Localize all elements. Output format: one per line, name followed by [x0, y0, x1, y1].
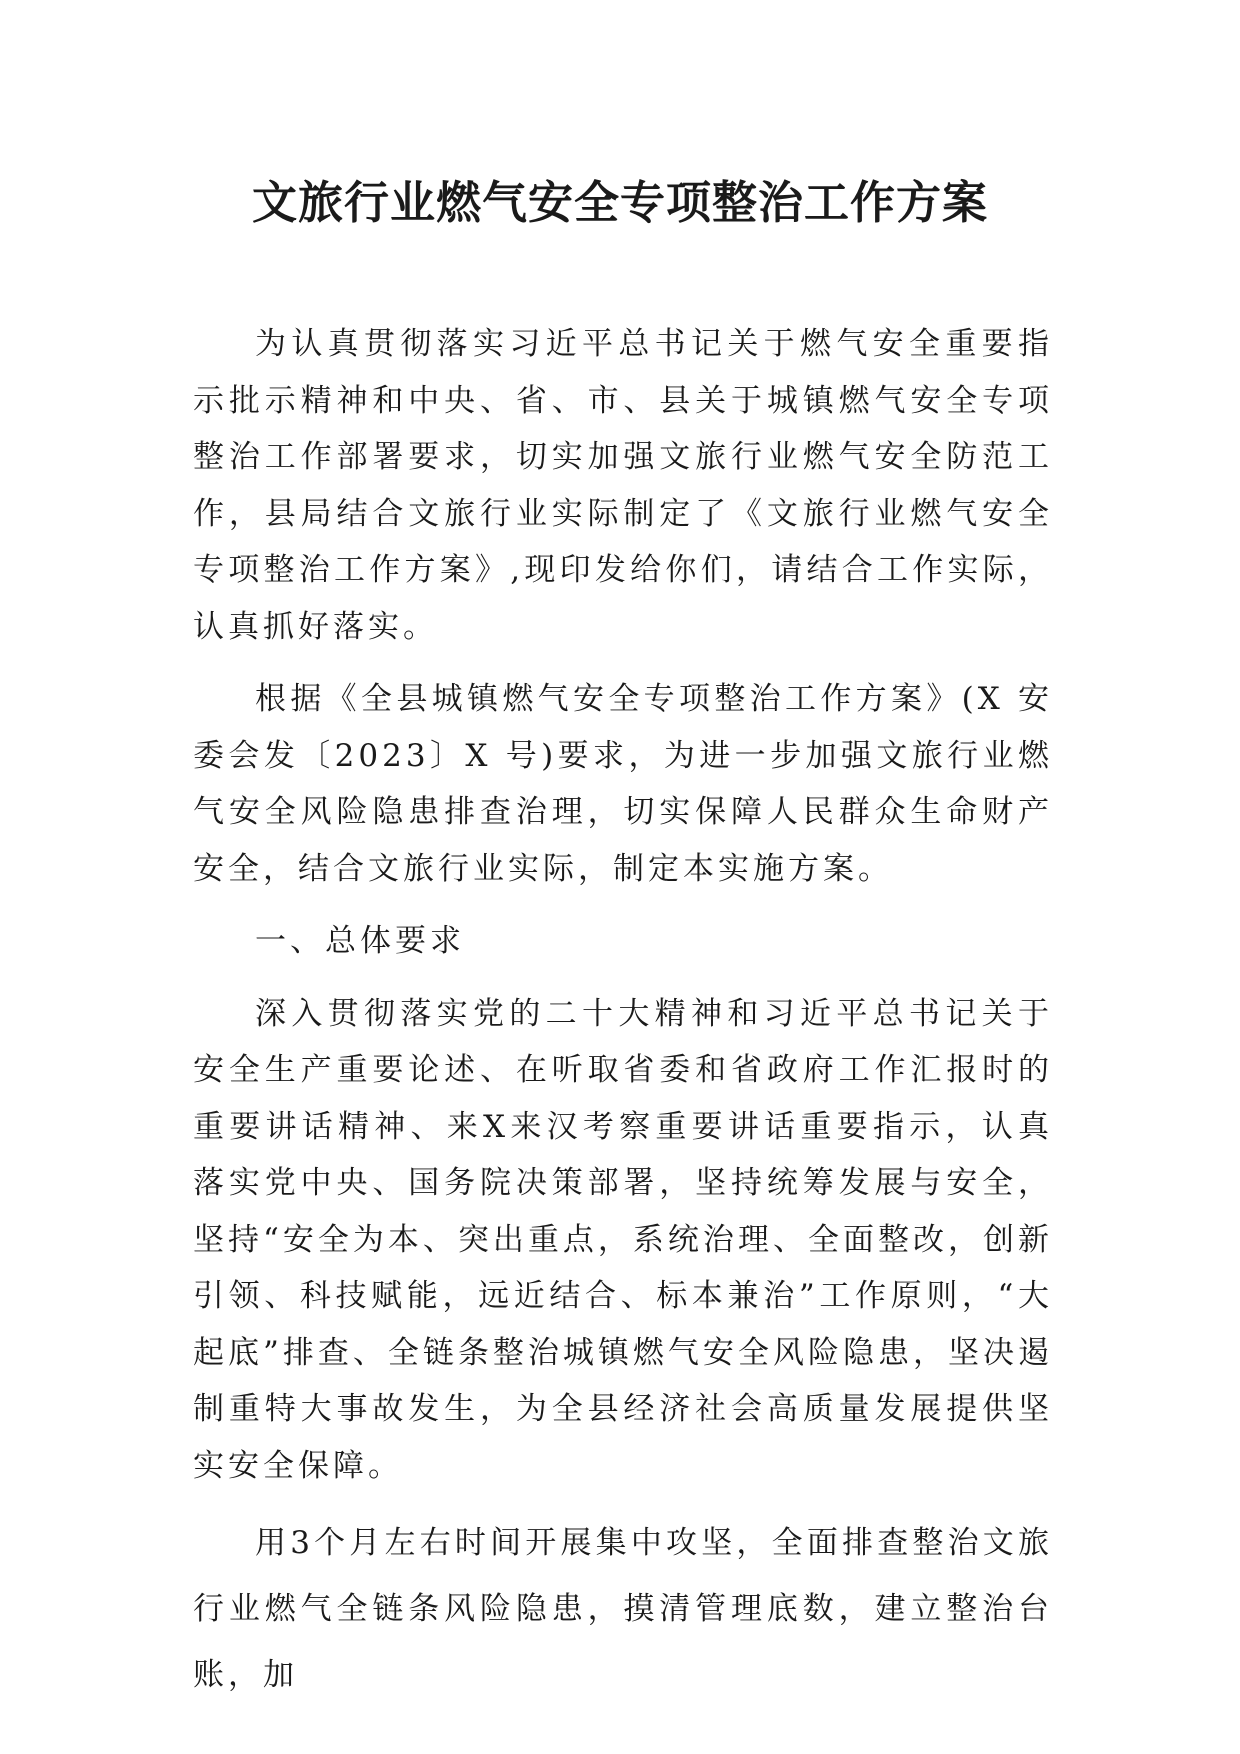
paragraph-intro: 为认真贯彻落实习近平总书记关于燃气安全重要指示批示精神和中央、省、市、县关于城镇燃气安全专项整治工作部署要求，切实加强文旅行业燃气安全防范工作，县局结合文旅行业实际制定了《文旅行业燃气安全专项整治工作方案》,现印发给你们，请结合工作实际，认真抓好落实。: [193, 326, 1053, 645]
document-body: [193, 316, 1053, 1724]
section-heading-overall-requirements: 一、总体要求: [255, 923, 465, 959]
paragraph-overall-requirements: 深入贯彻落实党的二十大精神和习近平总书记关于安全生产重要论述、在听取省委和省政府工作汇报时的重要讲话精神、来X来汉考察重要讲话重要指示，认真落实党中央、国务院决策部署，坚持统筹发展与安全，坚持“安全为本、突出重点，系统治理、全面整改，创新引领、科技赋能，远近结合、标本兼治”工作原则，“大起底”排查、全链条整治城镇燃气安全风险隐患，坚决遏制重特大事故发生，为全县经济社会高质量发展提供坚实安全保障。: [193, 995, 1053, 1484]
paragraph-basis: 根据《全县城镇燃气安全专项整治工作方案》(X 安委会发〔2023〕X 号)要求，为进一步加强文旅行业燃气安全风险隐患排查治理，切实保障人民群众生命财产安全，结合文旅行业实际，制定本实施方案。: [193, 681, 1053, 887]
document-title: 文旅行业燃气安全专项整治工作方案: [251, 176, 988, 229]
paragraph-objectives: 用3个月左右时间开展集中攻坚，全面排查整治文旅行业燃气全链条风险隐患，摸清管理底数，建立整治台账，加: [193, 1525, 1053, 1693]
